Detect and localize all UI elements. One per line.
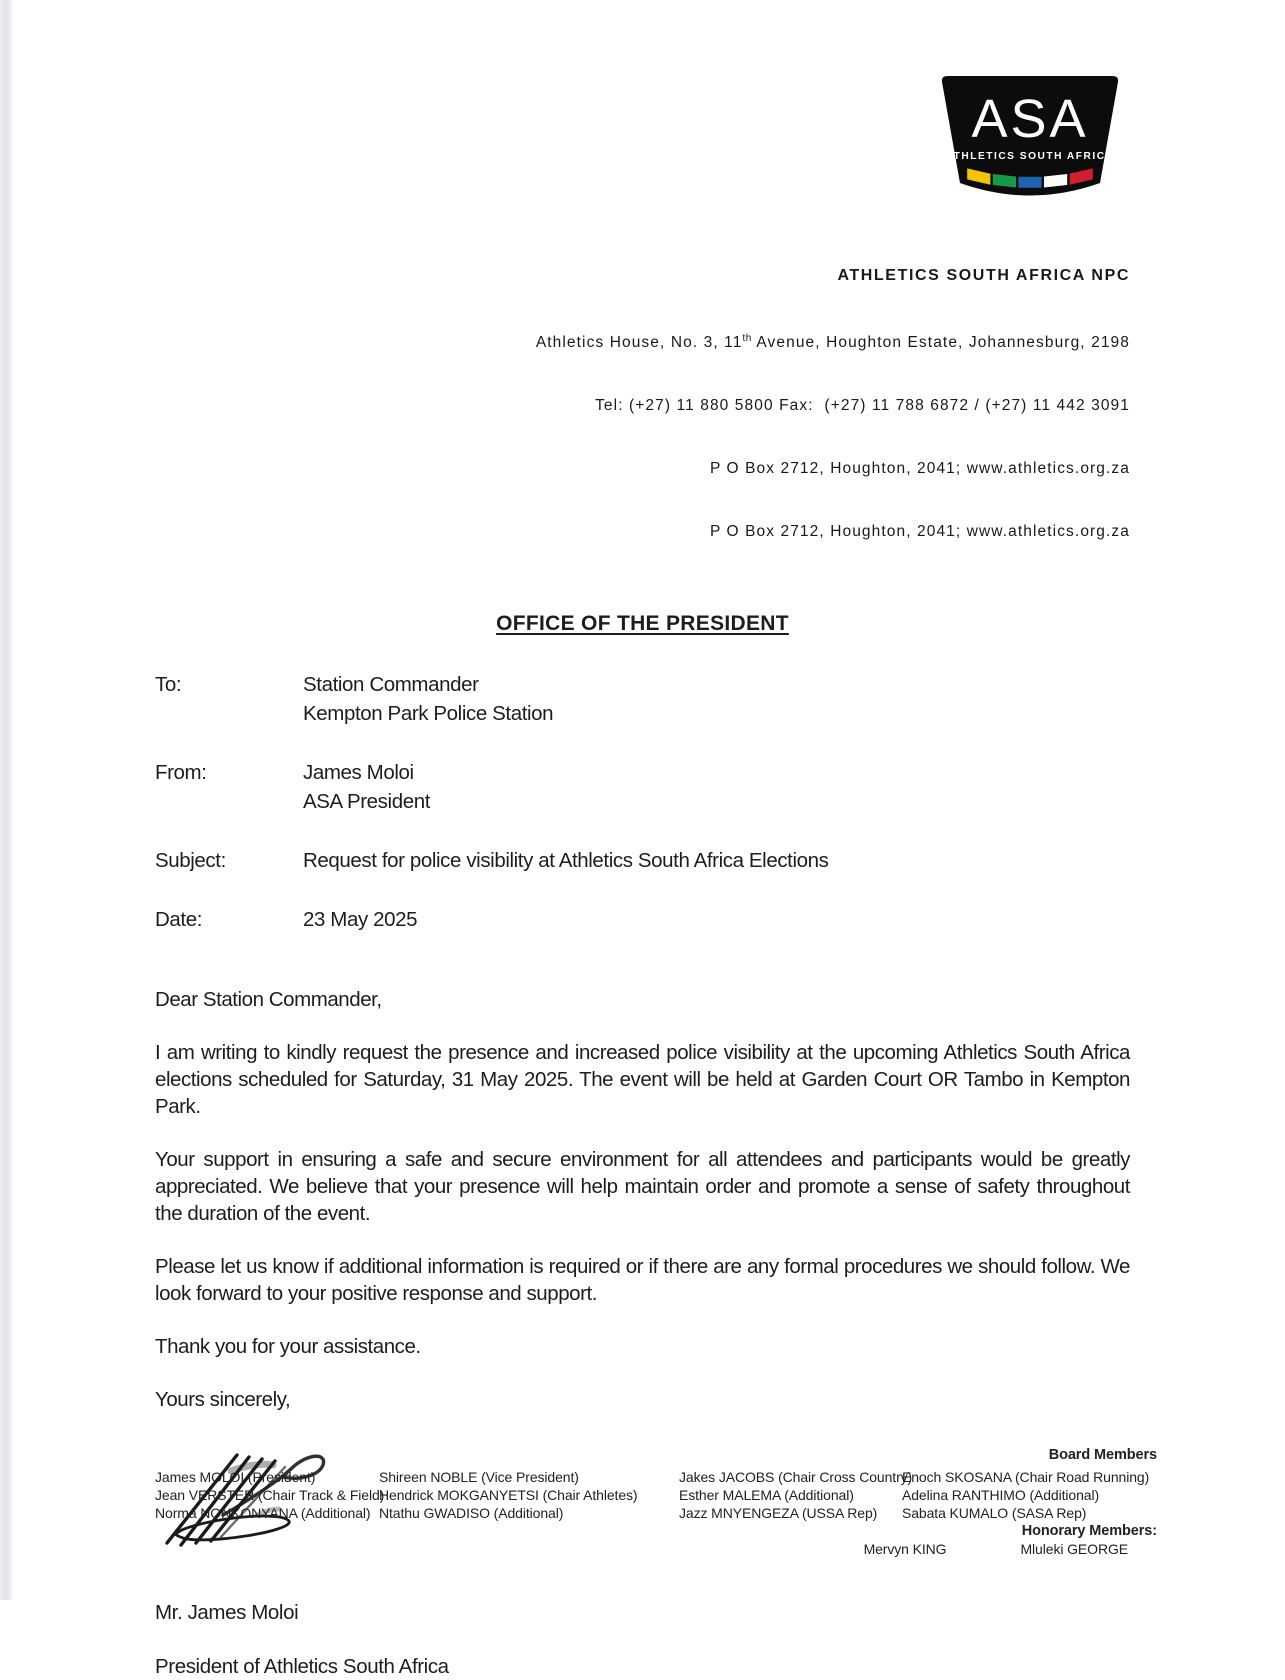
board-member: Sabata KUMALO (SASA Rep) [902, 1505, 1087, 1521]
board-members-columns [155, 1468, 1150, 1522]
asa-logo-orgname: ATHLETICS SOUTH AFRICA [945, 151, 1115, 162]
meta-value-subject: Request for police visibility at Athletics South Africa Elections [303, 849, 829, 873]
signatory-title: President of Athletics South Africa [155, 1655, 449, 1679]
board-column-1 [155, 1468, 385, 1522]
signatory-name: Mr. James Moloi [155, 1601, 299, 1625]
board-member: Jakes JACOBS (Chair Cross Country) [679, 1469, 913, 1485]
board-member: Esther MALEMA (Additional) [679, 1487, 854, 1503]
meta-row-subject [155, 846, 1130, 875]
board-member: Shireen NOBLE (Vice President) [379, 1469, 579, 1485]
body-paragraph-2: Your support in ensuring a safe and secure environment for all attendees and participants would be greatly appreciated. We believe that your presence will help maintain order and promote a sense of safety throughout the duration of the event. [155, 1148, 1130, 1226]
board-member: Ntathu GWADISO (Additional) [379, 1505, 564, 1521]
asa-logo [930, 73, 1130, 213]
meta-block [155, 670, 1130, 934]
org-name-line: ATHLETICS SOUTH AFRICA NPC [837, 267, 1130, 284]
meta-label-date: Date: [155, 908, 202, 932]
asa-logo-acronym: ASA [971, 89, 1089, 149]
meta-value-from [303, 758, 430, 816]
board-member: Norma NONKONYANA (Additional) [155, 1505, 371, 1521]
letterhead-address [155, 223, 1130, 584]
board-member: Jazz MNYENGEZA (USSA Rep) [679, 1505, 878, 1521]
meta-to-line-2: Kempton Park Police Station [303, 702, 554, 726]
address-line-1-rest: Avenue, Houghton Estate, Johannesburg, 2198 [751, 334, 1130, 352]
address-line-1-superscript: th [742, 333, 752, 344]
stripe-blue [1018, 177, 1041, 188]
meta-from-line-1: James Moloi [303, 761, 414, 785]
board-member: Enoch SKOSANA (Chair Road Running) [902, 1469, 1150, 1485]
meta-from-line-2: ASA President [303, 790, 430, 814]
board-column-2 [379, 1468, 679, 1522]
meta-row-to [155, 670, 1130, 728]
board-members-label: Board Members [1048, 1447, 1157, 1463]
meta-label-subject: Subject: [155, 849, 226, 873]
salutation: Dear Station Commander, [155, 988, 382, 1012]
page-title: OFFICE OF THE PRESIDENT [496, 612, 789, 636]
meta-row-from [155, 758, 1130, 816]
address-line-2: Tel: (+27) 11 880 5800 Fax: (+27) 11 788 6872 / (+27) 11 442 3091 [595, 397, 1130, 415]
board-column-3 [679, 1468, 913, 1522]
meta-value-to [303, 670, 553, 728]
board-member: James MOLOI (President) [155, 1469, 316, 1485]
honorary-member: Mluleki GEORGE [1020, 1541, 1128, 1557]
thanks-line: Thank you for your assistance. [155, 1335, 421, 1359]
honorary-members-row [155, 1540, 1157, 1558]
meta-to-line-1: Station Commander [303, 673, 479, 697]
address-line-1-text: Athletics House, No. 3, 11 [535, 334, 743, 352]
board-member: Jean VERSTER (Chair Track & Field) [155, 1487, 385, 1503]
letter-body [155, 986, 1130, 1413]
honorary-member: Mervyn KING [863, 1541, 947, 1557]
body-paragraph-3: Please let us know if additional information is required or if there are any formal procedures we should follow. We look forward to your positive response and support. [155, 1255, 1130, 1306]
address-line-4: P O Box 2712, Houghton, 2041; www.athletics.org.za [709, 523, 1130, 541]
meta-row-date [155, 905, 1130, 934]
footer [155, 1446, 1157, 1558]
board-member: Hendrick MOKGANYETSI (Chair Athletes) [379, 1487, 638, 1503]
address-line-1 [155, 328, 1130, 353]
meta-value-date: 23 May 2025 [303, 908, 418, 932]
body-paragraph-1: I am writing to kindly request the presence and increased police visibility at the upcoming Athletics South Africa elections scheduled for Saturday, 31 May 2025. The event will be held at Garden Court OR Tambo in Kempton Park. [155, 1041, 1130, 1119]
closing-line: Yours sincerely, [155, 1388, 291, 1412]
meta-label-from: From: [155, 761, 207, 785]
honorary-members-label: Honorary Members: [1021, 1523, 1157, 1539]
address-line-3: P O Box 2712, Houghton, 2041; www.athletics.org.za [709, 460, 1130, 478]
board-column-4 [902, 1468, 1150, 1522]
letterhead [155, 0, 1130, 213]
board-member: Adelina RANTHIMO (Additional) [902, 1487, 1100, 1503]
meta-label-to: To: [155, 673, 182, 697]
